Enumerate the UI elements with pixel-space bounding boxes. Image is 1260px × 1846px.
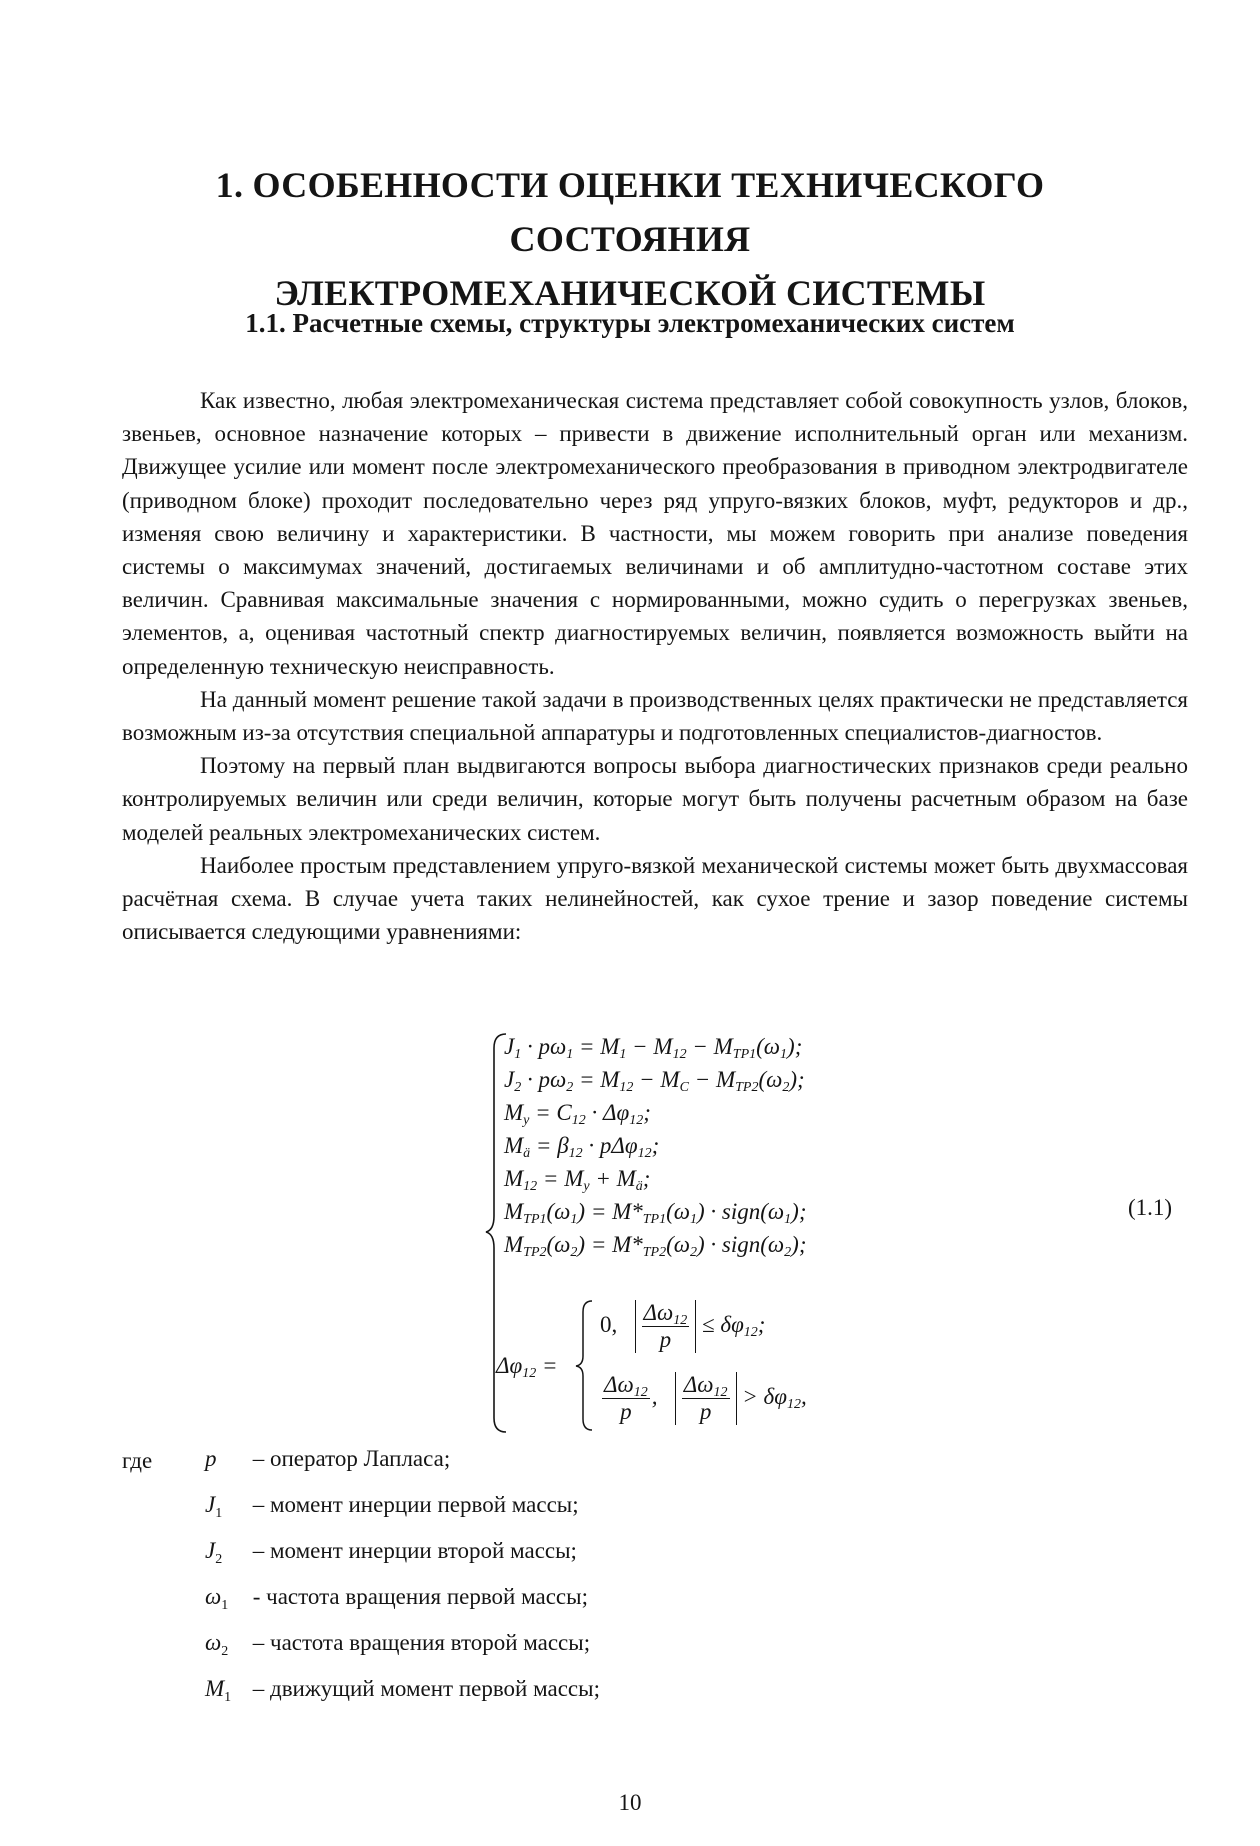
equation-line-5: $M_{12} = M_y + M_ä$;	[504, 1166, 651, 1194]
equation-line-7: $M_{TP2}(\omega_2) = M*_{TP2}(\omega_2)$ · $sign(\omega_2)$;	[504, 1232, 807, 1260]
paragraph-diagnostic-features: Поэтому на первый план выдвигаются вопросы выбора диагностических признаков среди реально контролируемых величин или среди величин, которые могут быть получены расчетным образом на базе моделей реальных электромеханических систем.	[122, 753, 1188, 845]
definition-item: $M_1$ – движущий момент первой массы;	[205, 1676, 600, 1705]
abs-delta-omega-1: $\frac{\Delta\omega_{12}}{p}$	[635, 1300, 697, 1353]
piecewise-case-1: 0, $\frac{\Delta\omega_{12}}{p}$ ≤ $\delta\varphi_{12}$;	[600, 1300, 766, 1352]
paragraph-two-mass-scheme: Наиболее простым представлением упруго-вязкой механической системы может быть двухмассовая расчётная схема. В случае учета таких нелинейностей, как сухое трение и зазор поведение системы описывается следующими уравнениями:	[122, 852, 1188, 945]
equation-number: (1.1)	[1128, 1195, 1173, 1220]
piecewise-case-2: $\frac{\Delta\omega_{12}}{p}$ , $\frac{\Delta\omega_{12}}{p}$ > $\delta\varphi_{12}$,	[604, 1372, 807, 1424]
equation-line-2: $J_2 \cdot p\omega_2 = M_{12} - M_C - M_{TP2}(\omega_2)$;	[504, 1067, 805, 1095]
equation-system	[484, 1030, 944, 1435]
abs-delta-omega-2: $\frac{\Delta\omega_{12}}{p}$	[675, 1372, 737, 1425]
page-number: 10	[618, 1790, 642, 1815]
equation-line-1: $J_1 \cdot p\omega_1 = M_1 - M_{12} - M_{TP1}(\omega_1)$;	[504, 1034, 803, 1062]
equation-line-6: $M_{TP1}(\omega_1) = M*_{TP1}(\omega_1)$ · $sign(\omega_1)$;	[504, 1199, 807, 1227]
equation-line-3: $M_y = C_{12} \cdot \Delta\varphi_{12}$;	[504, 1100, 651, 1128]
section-title: 1.1. Расчетные схемы, структуры электромеханических систем	[245, 308, 1015, 338]
paragraph-intro: Как известно, любая электромеханическая система представляет собой совокупность узлов, блоков, звеньев, основное назначение которых – привести в движение исполнительный орган или механизм. Движущее усилие или момент после электромеханического преобразования в приводном электродвигателе (приводном блоке) проходит последовательно через ряд упруго-вязких блоков, муфт, редукторов и др., изменяя свою величину и характеристики. В частности, мы можем говорить при анализе поведения системы о максимумах значений, достигаемых величинами и об амплитудно-частотном составе этих величин. Сравнивая максимальные значения с нормированными, можно судить о перегрузках звеньев, элементов, а, оценивая частотный спектр диагностируемых величин, появляется возможность выйти на определенную техническую неисправность.	[122, 388, 1188, 679]
equation-line-4: $M_ä = \beta_{12} \cdot p\Delta\varphi_{12}$;	[504, 1133, 660, 1161]
definition-item: $\omega_1$ - частота вращения первой массы;	[205, 1584, 588, 1613]
definition-item: $J_2$ – момент инерции второй массы;	[205, 1538, 577, 1567]
piecewise-delta-phi	[496, 1298, 936, 1433]
where-label: где	[122, 1448, 153, 1473]
piecewise-lhs: $\Delta\varphi_{12}$ =	[496, 1353, 558, 1381]
body-text	[122, 384, 1188, 948]
chapter-title-line-2: ЭЛЕКТРОМЕХАНИЧЕСКОЙ СИСТЕМЫ	[274, 273, 986, 313]
definition-item: $\omega_2$ – частота вращения второй массы;	[205, 1630, 591, 1659]
chapter-title	[100, 158, 1160, 320]
chapter-title-line-1: 1. ОСОБЕННОСТИ ОЦЕНКИ ТЕХНИЧЕСКОГО СОСТОЯНИЯ	[215, 165, 1045, 259]
paragraph-current-state: На данный момент решение такой задачи в производственных целях практически не представляется возможным из-за отсутствия специальной аппаратуры и подготовленных специалистов-диагностов.	[122, 686, 1188, 746]
definition-item: p – оператор Лапласа;	[205, 1446, 451, 1471]
fraction-delta-omega: $\frac{\Delta\omega_{12}}{p}$	[604, 1372, 648, 1424]
definition-item: $J_1$ – момент инерции первой массы;	[205, 1492, 579, 1521]
equation-lines	[504, 1030, 807, 1261]
piecewise-brace	[574, 1298, 596, 1433]
